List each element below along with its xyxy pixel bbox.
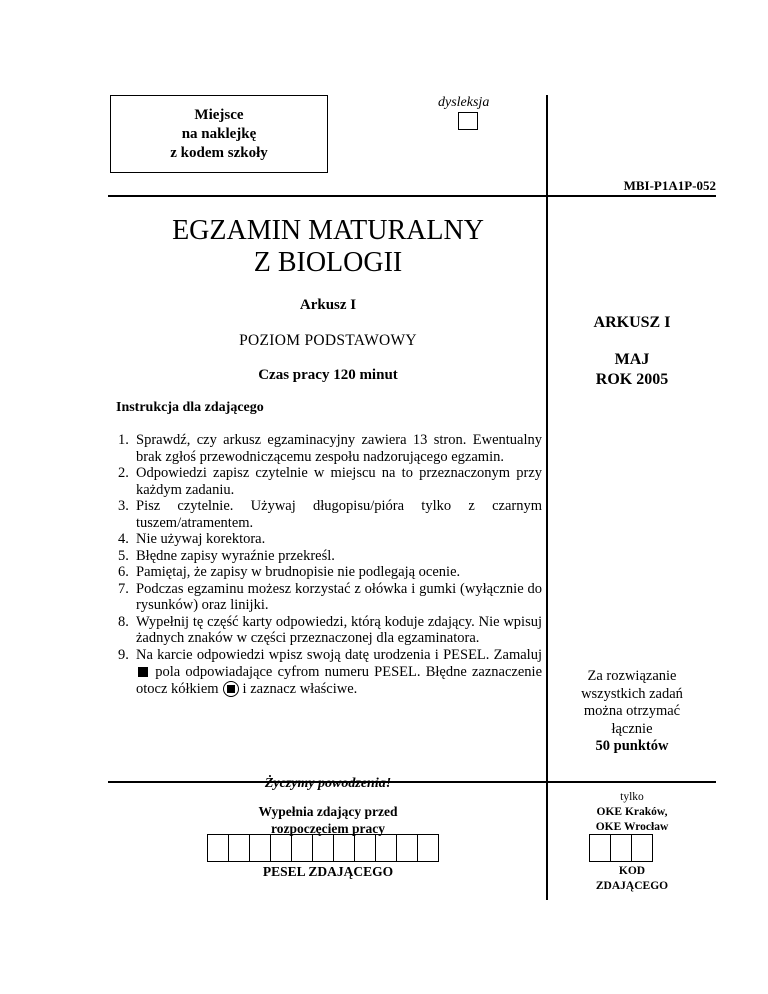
pesel-label: PESEL ZDAJĄCEGO xyxy=(262,864,394,879)
points-line-4: łącznie xyxy=(611,720,653,737)
instruction-text: Pamiętaj, że zapisy w brudnopisie nie podlegają ocenie. xyxy=(136,564,461,580)
instruction-text-part-3: i zaznacz właściwe. xyxy=(242,680,358,697)
points-total: 50 punktów xyxy=(595,738,669,754)
instruction-number: 4. xyxy=(118,531,129,547)
only-label: tylko xyxy=(620,791,644,803)
level-label: POZIOM PODSTAWOWY xyxy=(239,332,417,349)
points-info xyxy=(548,668,716,756)
instruction-number: 6. xyxy=(118,564,129,580)
pesel-cell[interactable] xyxy=(207,834,229,862)
exam-year: ROK 2005 xyxy=(595,371,669,388)
instruction-number: 1. xyxy=(118,432,129,448)
instruction-number: 5. xyxy=(118,547,129,564)
instructions-list xyxy=(118,432,542,698)
oke-wroclaw: OKE Wrocław xyxy=(595,821,669,833)
school-sticker-box xyxy=(110,95,328,173)
exam-code: MBI-P1A1P-052 xyxy=(623,178,716,193)
instruction-text: Podczas egzaminu możesz korzystać z ołówka i gumki (wyłącznie do rysunków) oraz linijki. xyxy=(136,580,542,613)
sheet-label: Arkusz I xyxy=(299,297,357,313)
kod-label xyxy=(548,864,716,894)
instruction-item xyxy=(118,465,542,498)
instruction-text-part-2: pola odpowiadające cyfrom numeru PESEL. Błędne zaznaczenie otocz kółkiem xyxy=(136,663,543,697)
instruction-item xyxy=(118,498,542,531)
instruction-item xyxy=(118,548,542,565)
instruction-item xyxy=(118,581,542,614)
pesel-cell[interactable] xyxy=(417,834,439,862)
sticker-line-3: z kodem szkoły xyxy=(170,144,268,161)
pesel-cell[interactable] xyxy=(312,834,334,862)
instruction-item xyxy=(118,531,542,548)
kod-cell[interactable] xyxy=(589,834,611,862)
time-label: Czas pracy 120 minut xyxy=(258,367,398,383)
instruction-item xyxy=(118,564,542,581)
top-divider xyxy=(108,195,716,197)
exam-month: MAJ xyxy=(614,351,650,368)
instruction-text: Błędne zapisy wyraźnie przekreśl. xyxy=(136,547,335,564)
kod-cell[interactable] xyxy=(610,834,632,862)
exam-date xyxy=(548,350,716,390)
dyslexia-label: dysleksja xyxy=(438,95,490,110)
kod-label-line-2: ZDAJĄCEGO xyxy=(595,880,669,892)
title-line-1: EGZAMIN MATURALNY xyxy=(172,215,484,246)
oke-krakow: OKE Kraków, xyxy=(596,806,668,818)
instruction-text: Odpowiedzi zapisz czytelnie w miejscu na to przeznaczonym przy każdym zadaniu. xyxy=(136,465,542,498)
kod-grid[interactable] xyxy=(590,834,653,862)
pesel-cell[interactable] xyxy=(228,834,250,862)
oke-note xyxy=(548,790,716,835)
sticker-line-2: na naklejkę xyxy=(181,125,257,142)
pesel-cell[interactable] xyxy=(249,834,271,862)
instruction-number: 7. xyxy=(118,580,129,597)
instruction-number: 3. xyxy=(118,498,129,514)
fill-note xyxy=(108,803,548,837)
fill-note-line-1: Wypełnia zdający przed xyxy=(258,804,398,819)
sticker-line-1: Miejsce xyxy=(194,106,244,123)
dyslexia-checkbox[interactable] xyxy=(458,112,478,130)
kod-label-line-1: KOD xyxy=(618,865,646,877)
fill-note-line-2: rozpoczęciem pracy xyxy=(270,821,386,836)
pesel-cell[interactable] xyxy=(291,834,313,862)
circled-square-icon xyxy=(223,681,239,697)
points-line-2: wszystkich zadań xyxy=(581,685,683,702)
instruction-text: Wypełnij tę część karty odpowiedzi, którą koduje zdający. Nie wpisuj żadnych znaków w części przeznaczonej dla egzaminatora. xyxy=(136,613,542,646)
points-line-1: Za rozwiązanie xyxy=(587,668,677,684)
instruction-text: Nie używaj korektora. xyxy=(136,531,266,547)
exam-title xyxy=(108,215,548,279)
points-line-3: można otrzymać xyxy=(583,703,681,719)
title-line-2: Z BIOLOGII xyxy=(253,247,403,278)
instruction-item xyxy=(118,432,542,465)
pesel-cell[interactable] xyxy=(375,834,397,862)
good-luck-wish: Życzymy powodzenia! xyxy=(264,776,392,791)
instruction-text: Sprawdź, czy arkusz egzaminacyjny zawiera 13 stron. Ewentualny brak zgłoś przewodniczącemu zespołu nadzorującego egzamin. xyxy=(136,432,542,465)
instruction-text: Pisz czytelnie. Używaj długopisu/pióra tylko z czarnym tuszem/atramentem. xyxy=(136,498,542,531)
pesel-cell[interactable] xyxy=(333,834,355,862)
filled-square-icon xyxy=(138,667,148,677)
pesel-cell[interactable] xyxy=(354,834,376,862)
pesel-cell[interactable] xyxy=(270,834,292,862)
instruction-item xyxy=(118,614,542,647)
instruction-text-part-1: Na karcie odpowiedzi wpisz swoją datę urodzenia i PESEL. Zamaluj xyxy=(136,646,542,663)
instruction-number: 8. xyxy=(118,613,129,630)
right-sheet-label: ARKUSZ I xyxy=(593,314,671,331)
kod-cell[interactable] xyxy=(631,834,653,862)
pesel-cell[interactable] xyxy=(396,834,418,862)
pesel-grid[interactable] xyxy=(208,834,439,862)
instruction-item xyxy=(118,647,542,698)
instruction-number: 9. xyxy=(118,646,129,663)
instructions-heading: Instrukcja dla zdającego xyxy=(116,400,264,415)
instruction-number: 2. xyxy=(118,465,129,481)
